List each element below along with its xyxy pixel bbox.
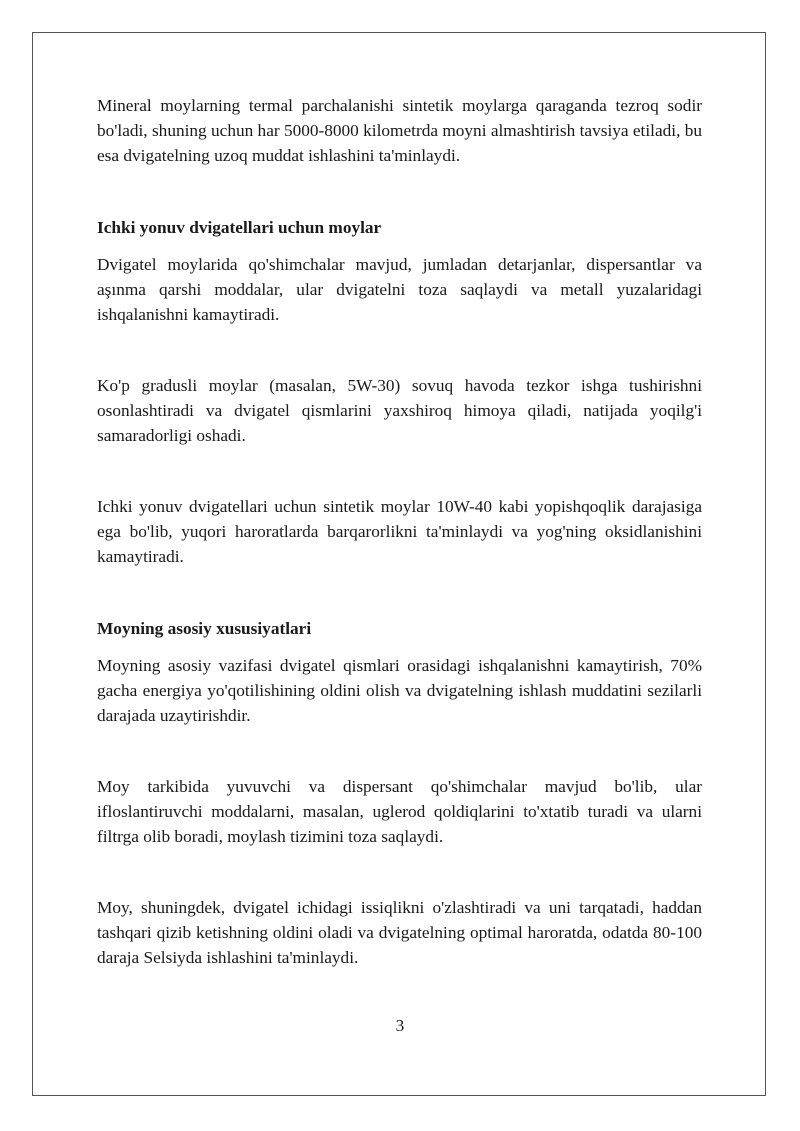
page-number: 3 [395,1016,405,1035]
paragraph-additives: Dvigatel moylarida qo'shimchalar mavjud, jumladan detarjanlar, dispersantlar va aşınma qarshi moddalar, ular dvigatelni toza saqlaydi va metall yuzalaridagi ishqalanishni kamaytiradi. [97,255,702,324]
section-heading-engine-oils: Ichki yonuv dvigatellari uchun moylar [97,218,382,237]
section-heading-oil-properties: Moyning asosiy xususiyatlari [97,619,312,638]
page-content [97,93,702,970]
paragraph-synthetic: Ichki yonuv dvigatellari uchun sintetik moylar 10W-40 kabi yopishqoqlik darajasiga ega bo'lib, yuqori haroratlarda barqarorlikni ta'minlaydi va yog'ning oksidlanishini kamaytiradi. [97,497,702,566]
paragraph-multigrade: Ko'p gradusli moylar (masalan, 5W-30) sovuq havoda tezkor ishga tushirishni osonlashtiradi va dvigatel qismlarini yaxshiroq himoya qiladi, natijada yoqilg'i samaradorligi oshadi. [97,376,702,445]
paragraph-heat: Moy, shuningdek, dvigatel ichidagi issiqlikni o'zlashtiradi va uni tarqatadi, haddan tashqari qizib ketishning oldini oladi va dvigatelning optimal haroratda, odatda 80-100 daraja Selsiyda ishlashini ta'minlaydi. [97,898,702,967]
paragraph-main-function: Moyning asosiy vazifasi dvigatel qismlari orasidagi ishqalanishni kamaytirish, 70% gacha energiya yo'qotilishining oldini olish va dvigatelning ishlash muddatini sezilarli darajada uzaytirishdir. [97,656,702,725]
paragraph-detergents: Moy tarkibida yuvuvchi va dispersant qo'shimchalar mavjud bo'lib, ular ifloslantiruvchi moddalarni, masalan, uglerod qoldiqlarini to'xtatib turadi va ularni filtrga olib boradi, moylash tizimini toza saqlaydi. [97,777,702,846]
paragraph-intro: Mineral moylarning termal parchalanishi sintetik moylarga qaraganda tezroq sodir bo'ladi, shuning uchun har 5000-8000 kilometrda moyni almashtirish tavsiya etiladi, bu esa dvigatelning uzoq muddat ishlashini ta'minlaydi. [97,96,702,165]
